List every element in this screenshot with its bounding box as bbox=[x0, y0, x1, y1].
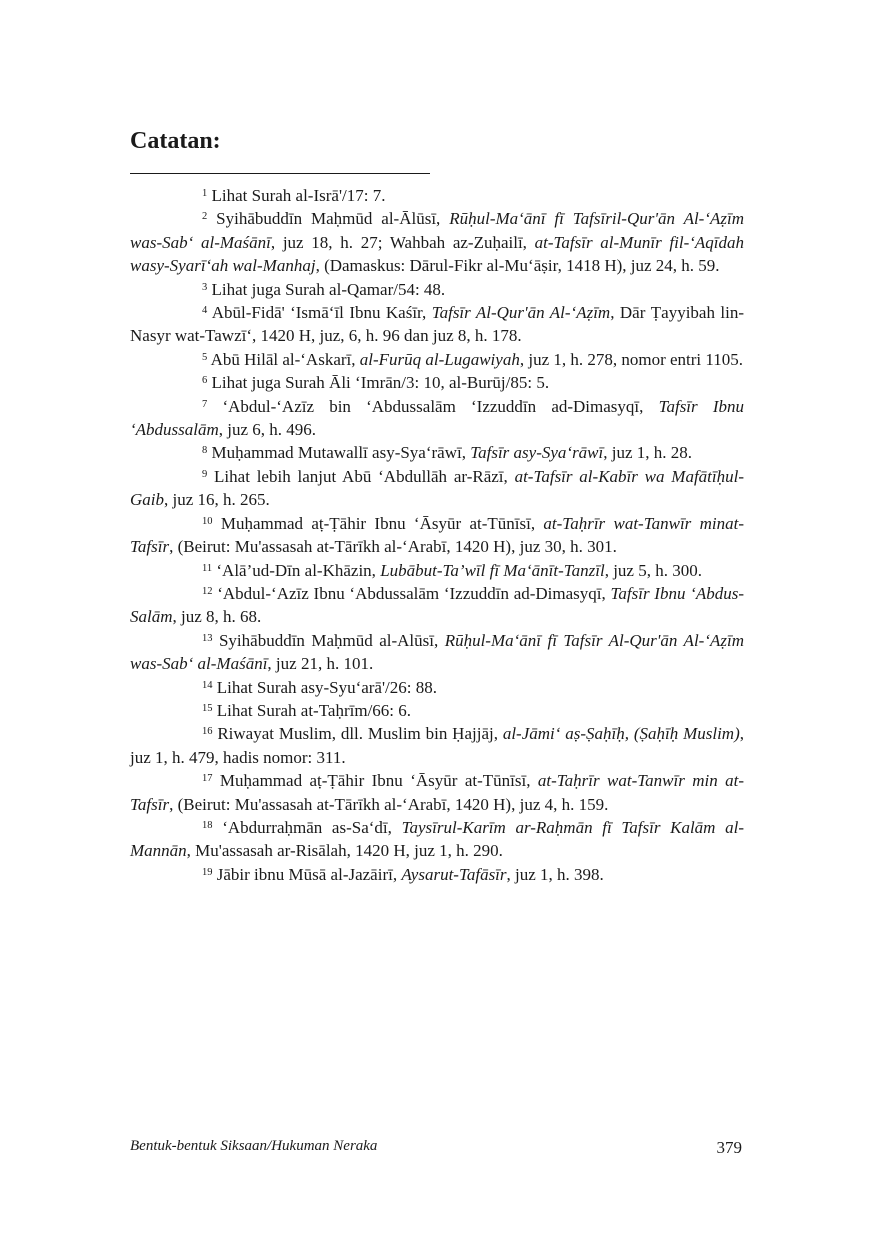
footnote-number: 17 bbox=[202, 773, 213, 785]
page-footer bbox=[130, 1138, 742, 1158]
footnote-text: Abūl-Fidā' ‘Ismā‘īl Ibnu Kaśīr, bbox=[211, 303, 432, 323]
footnote-title: Tafsīr asy-Sya‘rāwī bbox=[470, 443, 604, 463]
footnote-13 bbox=[130, 629, 744, 676]
footnote-text: ‘Abdul-‘Azīz bin ‘Abdussalām ‘Izzuddīn ad-Dimasyqī, bbox=[222, 396, 659, 416]
footnote-title: Lubābut-Ta’wīl fī Ma‘ānīt-Tanzīl bbox=[380, 560, 605, 580]
footnote-number: 4 bbox=[202, 305, 208, 317]
footnote-2 bbox=[130, 207, 744, 277]
footnote-12 bbox=[130, 582, 744, 629]
footnote-title: at-Tafsīr al-Kabīr wa Mafātīḥul-Gaib bbox=[130, 466, 745, 510]
footnote-text: Lihat Surah at-Taḥrīm/66: 6. bbox=[216, 700, 412, 720]
footnote-text: , juz 18, h. 27; Wahbah az-Zuḥailī, bbox=[270, 232, 535, 252]
footnote-number: 8 bbox=[202, 445, 208, 457]
footnote-title: Tafsīr Al-Qur'ān Al-‘Aẓīm bbox=[431, 303, 611, 323]
footnote-number: 9 bbox=[202, 468, 208, 480]
footnote-6 bbox=[130, 371, 744, 394]
footnote-text: Syihābuddīn Maḥmūd al-Alūsī, bbox=[218, 630, 445, 650]
footnote-title: at-Taḥrīr wat-Tanwīr minat-Tafsīr bbox=[130, 513, 745, 557]
footnote-text: , juz 1, h. 28. bbox=[603, 443, 693, 463]
footnote-number: 15 bbox=[202, 702, 213, 714]
footnote-title: at-Tafsīr al-Munīr fil-‘Aqīdah wasy-Syarī‘ah wal-Manhaj bbox=[130, 232, 744, 276]
footnote-text: Muḥammad Mutawallī asy-Sya‘rāwī, bbox=[211, 443, 471, 463]
footnote-text: , juz 21, h. 101. bbox=[267, 654, 374, 674]
footnote-text: , juz 5, h. 300. bbox=[604, 560, 702, 580]
footnote-title: Tafsīr Ibnu ‘Abdus-Salām bbox=[130, 583, 745, 627]
footnote-title: Aysarut-Tafāsīr bbox=[401, 864, 507, 884]
footnote-14 bbox=[130, 676, 744, 699]
footnote-text: Lihat Surah al-Isrā'/17: 7. bbox=[211, 186, 386, 205]
footnote-title: Rūḥul-Ma‘ānī fī Tafsīril-Qur'ān Al-‘Aẓīm was-Sab‘ al-Maśānī bbox=[130, 209, 745, 252]
notes-heading: Catatan: bbox=[130, 128, 221, 154]
footnote-number: 7 bbox=[202, 398, 208, 410]
page-number: 379 bbox=[716, 1138, 742, 1157]
footnote-9 bbox=[130, 465, 744, 512]
footnote-text: Syihābuddīn Maḥmūd al-Ālūsī, bbox=[216, 209, 450, 229]
footnote-19 bbox=[130, 863, 744, 886]
footnote-number: 5 bbox=[202, 351, 208, 363]
footnote-4 bbox=[130, 301, 744, 348]
footnote-10 bbox=[130, 512, 744, 559]
footnote-number: 12 bbox=[202, 585, 213, 597]
footnote-number: 10 bbox=[202, 515, 213, 527]
footnote-number: 3 bbox=[202, 281, 208, 293]
footnote-text: , juz 1, h. 278, nomor entri 1105. bbox=[519, 349, 744, 369]
footnote-title: at-Taḥrīr wat-Tanwīr min at-Tafsīr bbox=[130, 771, 745, 814]
footnote-17 bbox=[130, 769, 744, 816]
footnote-number: 1 bbox=[202, 188, 208, 199]
footnote-number: 18 bbox=[202, 819, 213, 831]
footnote-text: Riwayat Muslim, dll. Muslim bin Ḥajjāj, bbox=[217, 724, 503, 744]
footnote-title: al-Jāmi‘ aṣ-Ṣaḥīḥ, (Ṣaḥīḥ Muslim) bbox=[502, 724, 740, 744]
footnote-text: , juz 16, h. 265. bbox=[164, 490, 270, 510]
footnote-text: , (Damaskus: Dārul-Fikr al-Mu‘āṣir, 1418 H), juz 24, h. 59. bbox=[315, 256, 720, 276]
footnote-text: Muḥammad aṭ-Ṭāhir Ibnu ‘Āsyūr at-Tūnīsī, bbox=[220, 513, 544, 533]
footnote-number: 11 bbox=[202, 562, 213, 574]
footnote-16 bbox=[130, 722, 744, 769]
footnote-1 bbox=[130, 184, 744, 207]
footnote-number: 16 bbox=[202, 726, 213, 738]
footnote-8 bbox=[130, 441, 744, 464]
footnote-text: , juz 6, h. 496. bbox=[218, 420, 317, 440]
footnotes-list bbox=[130, 184, 744, 886]
footnote-number: 2 bbox=[202, 211, 208, 223]
footnote-text: ‘Abdurraḥmān as-Sa‘dī, bbox=[222, 817, 402, 837]
footnote-text: , juz 8, h. 68. bbox=[172, 607, 262, 627]
footnote-text: , (Beirut: Mu'assasah at-Tārīkh al-‘Arabī, 1420 H), juz 30, h. 301. bbox=[169, 537, 617, 557]
footnote-text: Abū Hilāl al-‘Askarī, bbox=[210, 349, 360, 369]
footnote-title: Tafsīr Ibnu ‘Abdussalām bbox=[130, 396, 744, 440]
footnote-text: Muḥammad aṭ-Ṭāhir Ibnu ‘Āsyūr at-Tūnīsī, bbox=[219, 771, 538, 791]
footnote-text: Lihat juga Surah al-Qamar/54: 48. bbox=[211, 279, 446, 299]
footnote-number: 19 bbox=[202, 866, 213, 878]
footnote-text: ‘Alā’ud-Dīn al-Khāzin, bbox=[216, 560, 381, 580]
footnote-title: Taysīrul-Karīm ar-Raḥmān fī Tafsīr Kalām al-Mannān bbox=[130, 817, 745, 861]
footnote-title: Rūḥul-Ma‘ānī fī Tafsīr Al-Qur'ān Al-‘Aẓīm was-Sab‘ al-Maśānī bbox=[130, 630, 744, 674]
footnote-11 bbox=[130, 559, 744, 582]
footnote-text: Jābir ibnu Mūsā al-Jazāirī, bbox=[216, 864, 402, 884]
footnote-text: , Dār Ṭayyibah lin-Nasyr wat-Tawzī‘, 1420 H, juz, 6, h. 96 dan juz 8, h. 178. bbox=[130, 303, 744, 346]
footnote-15 bbox=[130, 699, 744, 722]
footnote-number: 14 bbox=[202, 679, 213, 691]
footnote-5 bbox=[130, 348, 744, 371]
heading-rule bbox=[130, 173, 430, 174]
footnote-text: , juz 1, h. 479, hadis nomor: 311. bbox=[130, 724, 744, 767]
footnote-text: , (Beirut: Mu'assasah at-Tārīkh al-‘Arabī, 1420 H), juz 4, h. 159. bbox=[169, 794, 609, 814]
running-title: Bentuk-bentuk Siksaan/Hukuman Neraka bbox=[130, 1138, 378, 1154]
footnote-title: al-Furūq al-Lugawiyah bbox=[359, 349, 520, 369]
footnote-text: Lihat Surah asy-Syu‘arā'/26: 88. bbox=[216, 677, 437, 697]
footnote-3 bbox=[130, 278, 744, 301]
footnote-text: , Mu'assasah ar-Risālah, 1420 H, juz 1, h. 290. bbox=[186, 841, 503, 861]
footnote-text: Lihat lebih lanjut Abū ‘Abdullāh ar-Rāzī, bbox=[214, 466, 515, 486]
footnote-text: , juz 1, h. 398. bbox=[506, 864, 604, 884]
footnote-text: Lihat juga Surah Āli ‘Imrān/3: 10, al-Burūj/85: 5. bbox=[211, 373, 550, 393]
footnote-18 bbox=[130, 816, 744, 863]
footnote-number: 13 bbox=[202, 632, 213, 644]
footnote-7 bbox=[130, 395, 744, 442]
footnote-number: 6 bbox=[202, 375, 208, 387]
footnote-text: ‘Abdul-‘Azīz Ibnu ‘Abdussalām ‘Izzuddīn ad-Dimasyqī, bbox=[217, 583, 611, 603]
